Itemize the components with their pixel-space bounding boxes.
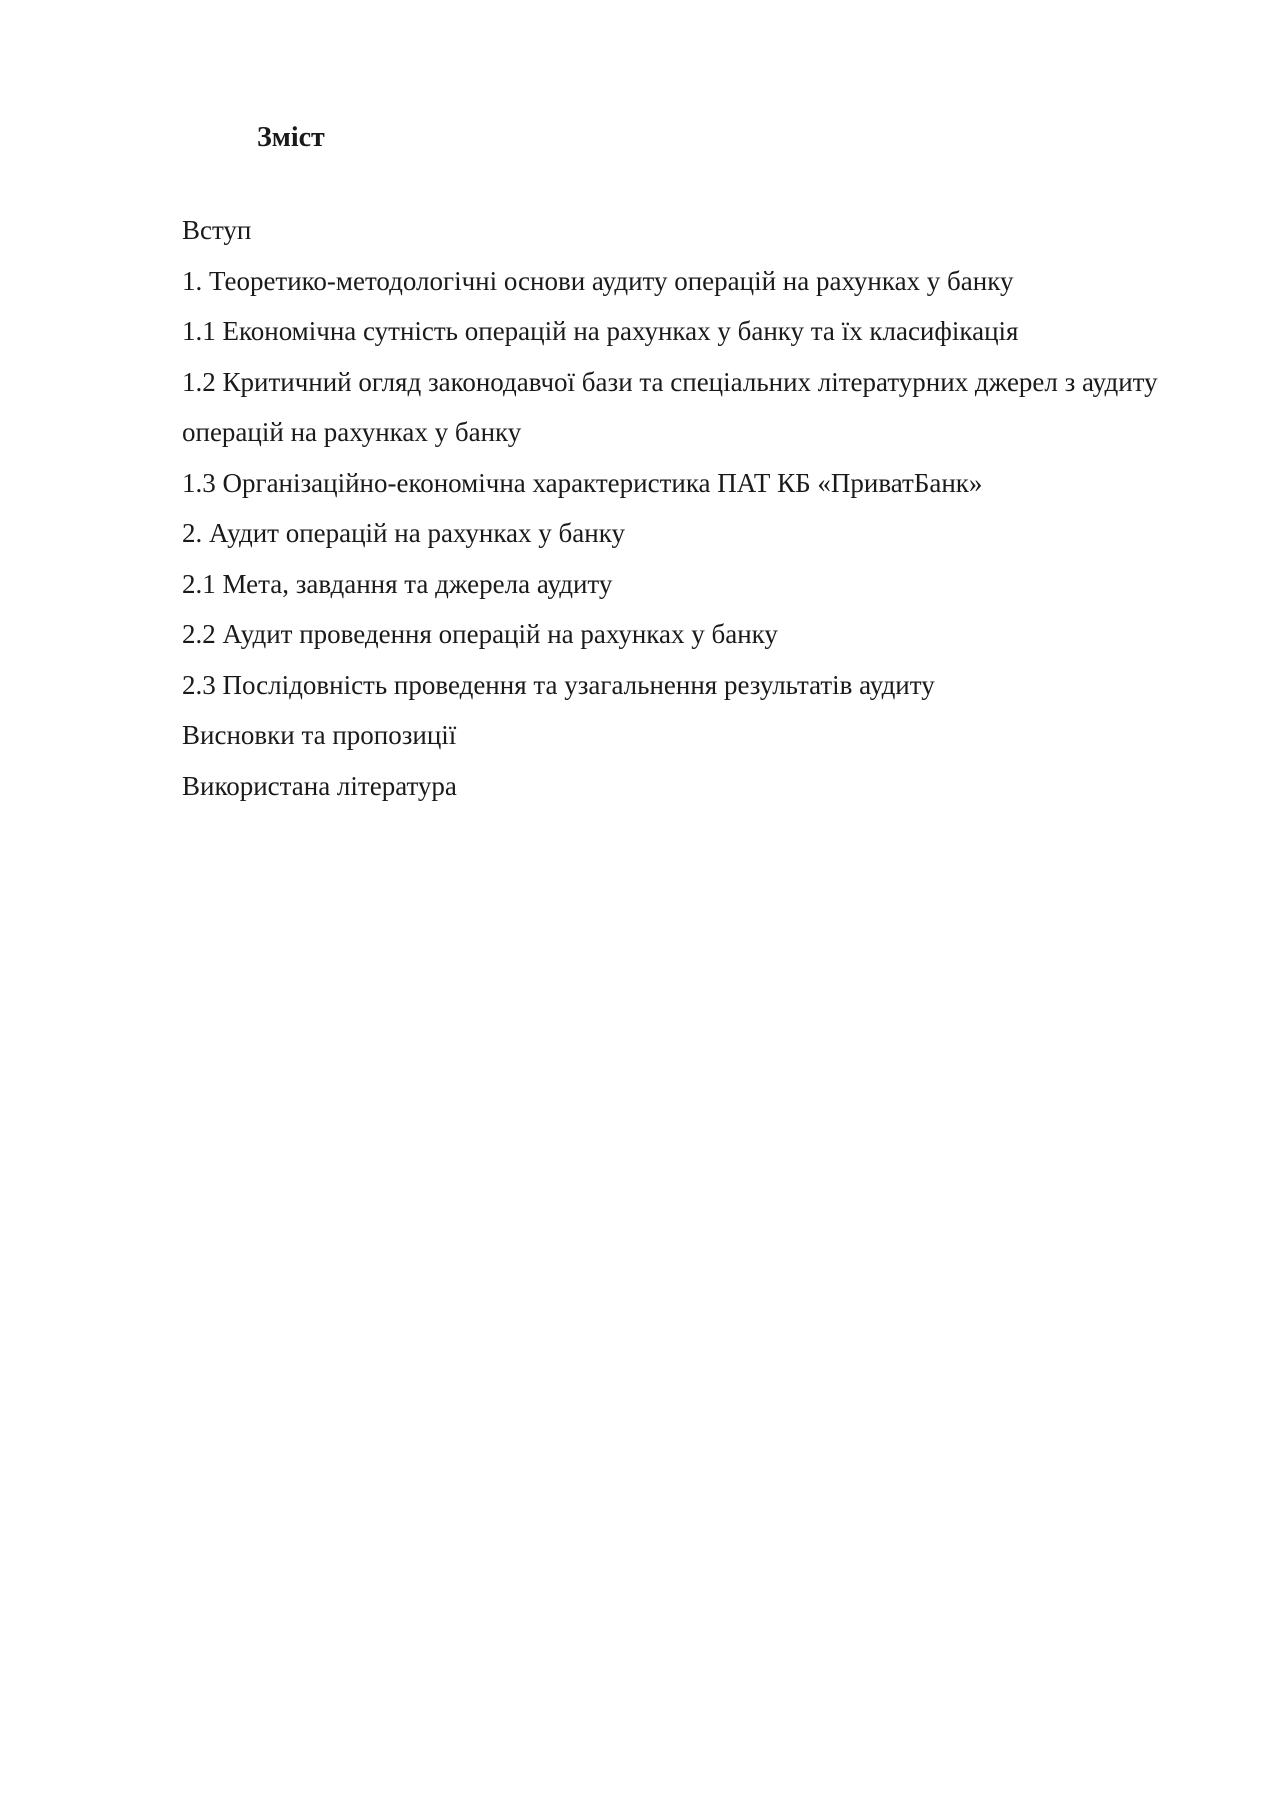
toc-item-chapter-1: 1. Теоретико-методологічні основи аудиту операцій на рахунках у банку	[182, 265, 1014, 296]
table-of-contents	[182, 205, 1192, 811]
toc-item-section-1-1: 1.1 Економічна сутність операцій на рахунках у банку та їх класифікація	[182, 316, 1019, 346]
toc-item-references: Використана література	[182, 770, 457, 801]
toc-item-section-2-3: 2.3 Послідовність проведення та узагальнення результатів аудиту	[182, 669, 935, 700]
toc-item-section-2-1: 2.1 Мета, завдання та джерела аудиту	[182, 568, 613, 599]
toc-item-introduction: Вступ	[182, 215, 252, 245]
toc-item-chapter-2: 2. Аудит операцій на рахунках у банку	[182, 518, 625, 548]
toc-item-conclusions: Висновки та пропозиції	[182, 720, 457, 750]
toc-item-section-1-3: 1.3 Організаційно-економічна характеристика ПАТ КБ «ПриватБанк»	[182, 467, 983, 498]
toc-item-section-2-2: 2.2 Аудит проведення операцій на рахунках у банку	[182, 619, 778, 649]
page-title: Зміст	[257, 122, 325, 153]
toc-item-section-1-2: 1.2 Критичний огляд законодавчої бази та спеціальних літературних джерел з аудиту операцій на рахунках у банку	[182, 366, 1158, 447]
